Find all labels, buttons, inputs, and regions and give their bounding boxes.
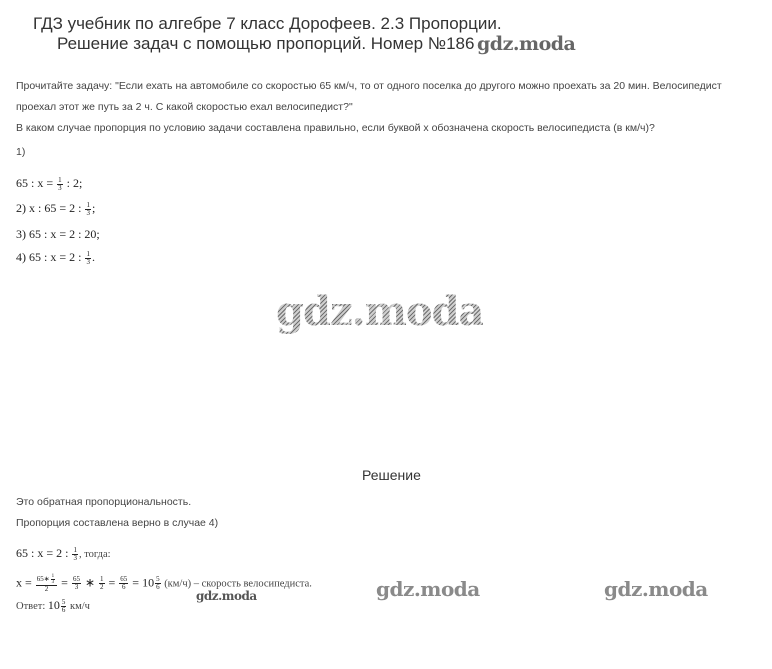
- eq2-fraction-5: $\frac{5}{6}$: [156, 575, 160, 591]
- answer-unit: км/ч: [67, 601, 90, 612]
- center-watermark: gdz.moda: [276, 288, 484, 335]
- answer-whole: 10: [47, 598, 60, 612]
- fraction-numerator: 1: [86, 200, 90, 209]
- option-4-fraction: [85, 251, 91, 266]
- option-2-fraction: [85, 202, 91, 217]
- eq2-fraction-4: $\frac{65}{6}$: [120, 575, 128, 591]
- solution-eq1: [16, 546, 111, 562]
- option-1-label: 1): [16, 146, 26, 158]
- fraction-denominator: 3: [58, 183, 62, 192]
- option-4-right: .: [91, 250, 95, 264]
- page-title-line2: Решение задач с помощью пропорций. Номер №186: [57, 34, 475, 53]
- task-question: В каком случае пропорция по условию задачи составлена правильно, если буквой x обозначена скорость велосипедиста (в км/ч)?: [16, 122, 655, 134]
- answer-label: Ответ:: [16, 601, 48, 612]
- solution-answer: [16, 598, 90, 614]
- fraction-numerator: 1: [73, 545, 77, 554]
- eq2-fraction-3: $\frac{1}{2}$: [100, 575, 104, 591]
- option-1: [16, 176, 82, 192]
- eq2-tail: (км/ч) – скорость велосипедиста.: [161, 578, 312, 590]
- header-watermark: gdz.moda: [477, 33, 576, 55]
- watermark-bottom-middle: gdz.moda: [376, 577, 480, 601]
- fraction-denominator: 2: [44, 585, 49, 593]
- eq1-fraction: [72, 547, 78, 562]
- eq2-fraction-1: [36, 574, 57, 593]
- option-2-left: 2) x : 65 = 2 :: [16, 201, 85, 215]
- option-4-left: 4) 65 : x = 2 :: [16, 250, 85, 264]
- option-1-right: : 2;: [63, 176, 83, 190]
- answer-fraction: $\frac{5}{6}$: [61, 597, 66, 614]
- eq2-whole: 10: [142, 575, 155, 590]
- option-3: 3) 65 : x = 2 : 20;: [16, 227, 100, 241]
- solution-heading: Решение: [362, 467, 421, 483]
- watermark-bottom-right: gdz.moda: [604, 577, 708, 601]
- option-4: [16, 250, 95, 266]
- solution-eq2: x = 65∗ $\frac{1}{3}$ 2 = $\frac{65}{3}$ ∗ $\frac{1}{2}$ = $\frac{65}{6}$ = 10 $\frac{5}{6}$ (км/ч) – скорость велосипедиста.: [16, 574, 312, 593]
- fraction-denominator: 3: [86, 208, 90, 217]
- page-title-line1: ГДЗ учебник по алгебре 7 класс Дорофеев. 2.3 Пропорции.: [33, 14, 502, 33]
- eq1-left: 65 : x = 2 :: [16, 546, 72, 560]
- fraction-numerator: 1: [58, 175, 62, 184]
- eq2-fraction-2: $\frac{65}{3}$: [72, 575, 80, 591]
- solution-line2: Пропорция составлена верно в случае 4): [16, 517, 219, 529]
- eq2-x: x =: [16, 575, 35, 590]
- solution-line1: Это обратная пропорциональность.: [16, 496, 192, 508]
- task-text-line2: проехал этот же путь за 2 ч. С какой скоростью ехал велосипедист?": [16, 101, 353, 113]
- fraction-numerator: 1: [86, 249, 90, 258]
- option-2: [16, 201, 95, 217]
- option-1-fraction: [57, 177, 63, 192]
- eq1-tail: , тогда:: [78, 549, 111, 560]
- option-1-left: 65 : x =: [16, 176, 57, 190]
- task-text-line1: Прочитайте задачу: "Если ехать на автомобиле со скоростью 65 км/ч, то от одного поселка до другого можно проехать за 20 мин. Велосипедист: [16, 80, 722, 92]
- fraction-numerator: 65∗ $\frac{1}{3}$: [36, 574, 57, 586]
- fraction-denominator: 3: [73, 553, 77, 562]
- fraction-denominator: 3: [86, 257, 90, 266]
- watermark-small: gdz.moda: [196, 589, 257, 603]
- option-2-right: ;: [91, 201, 96, 215]
